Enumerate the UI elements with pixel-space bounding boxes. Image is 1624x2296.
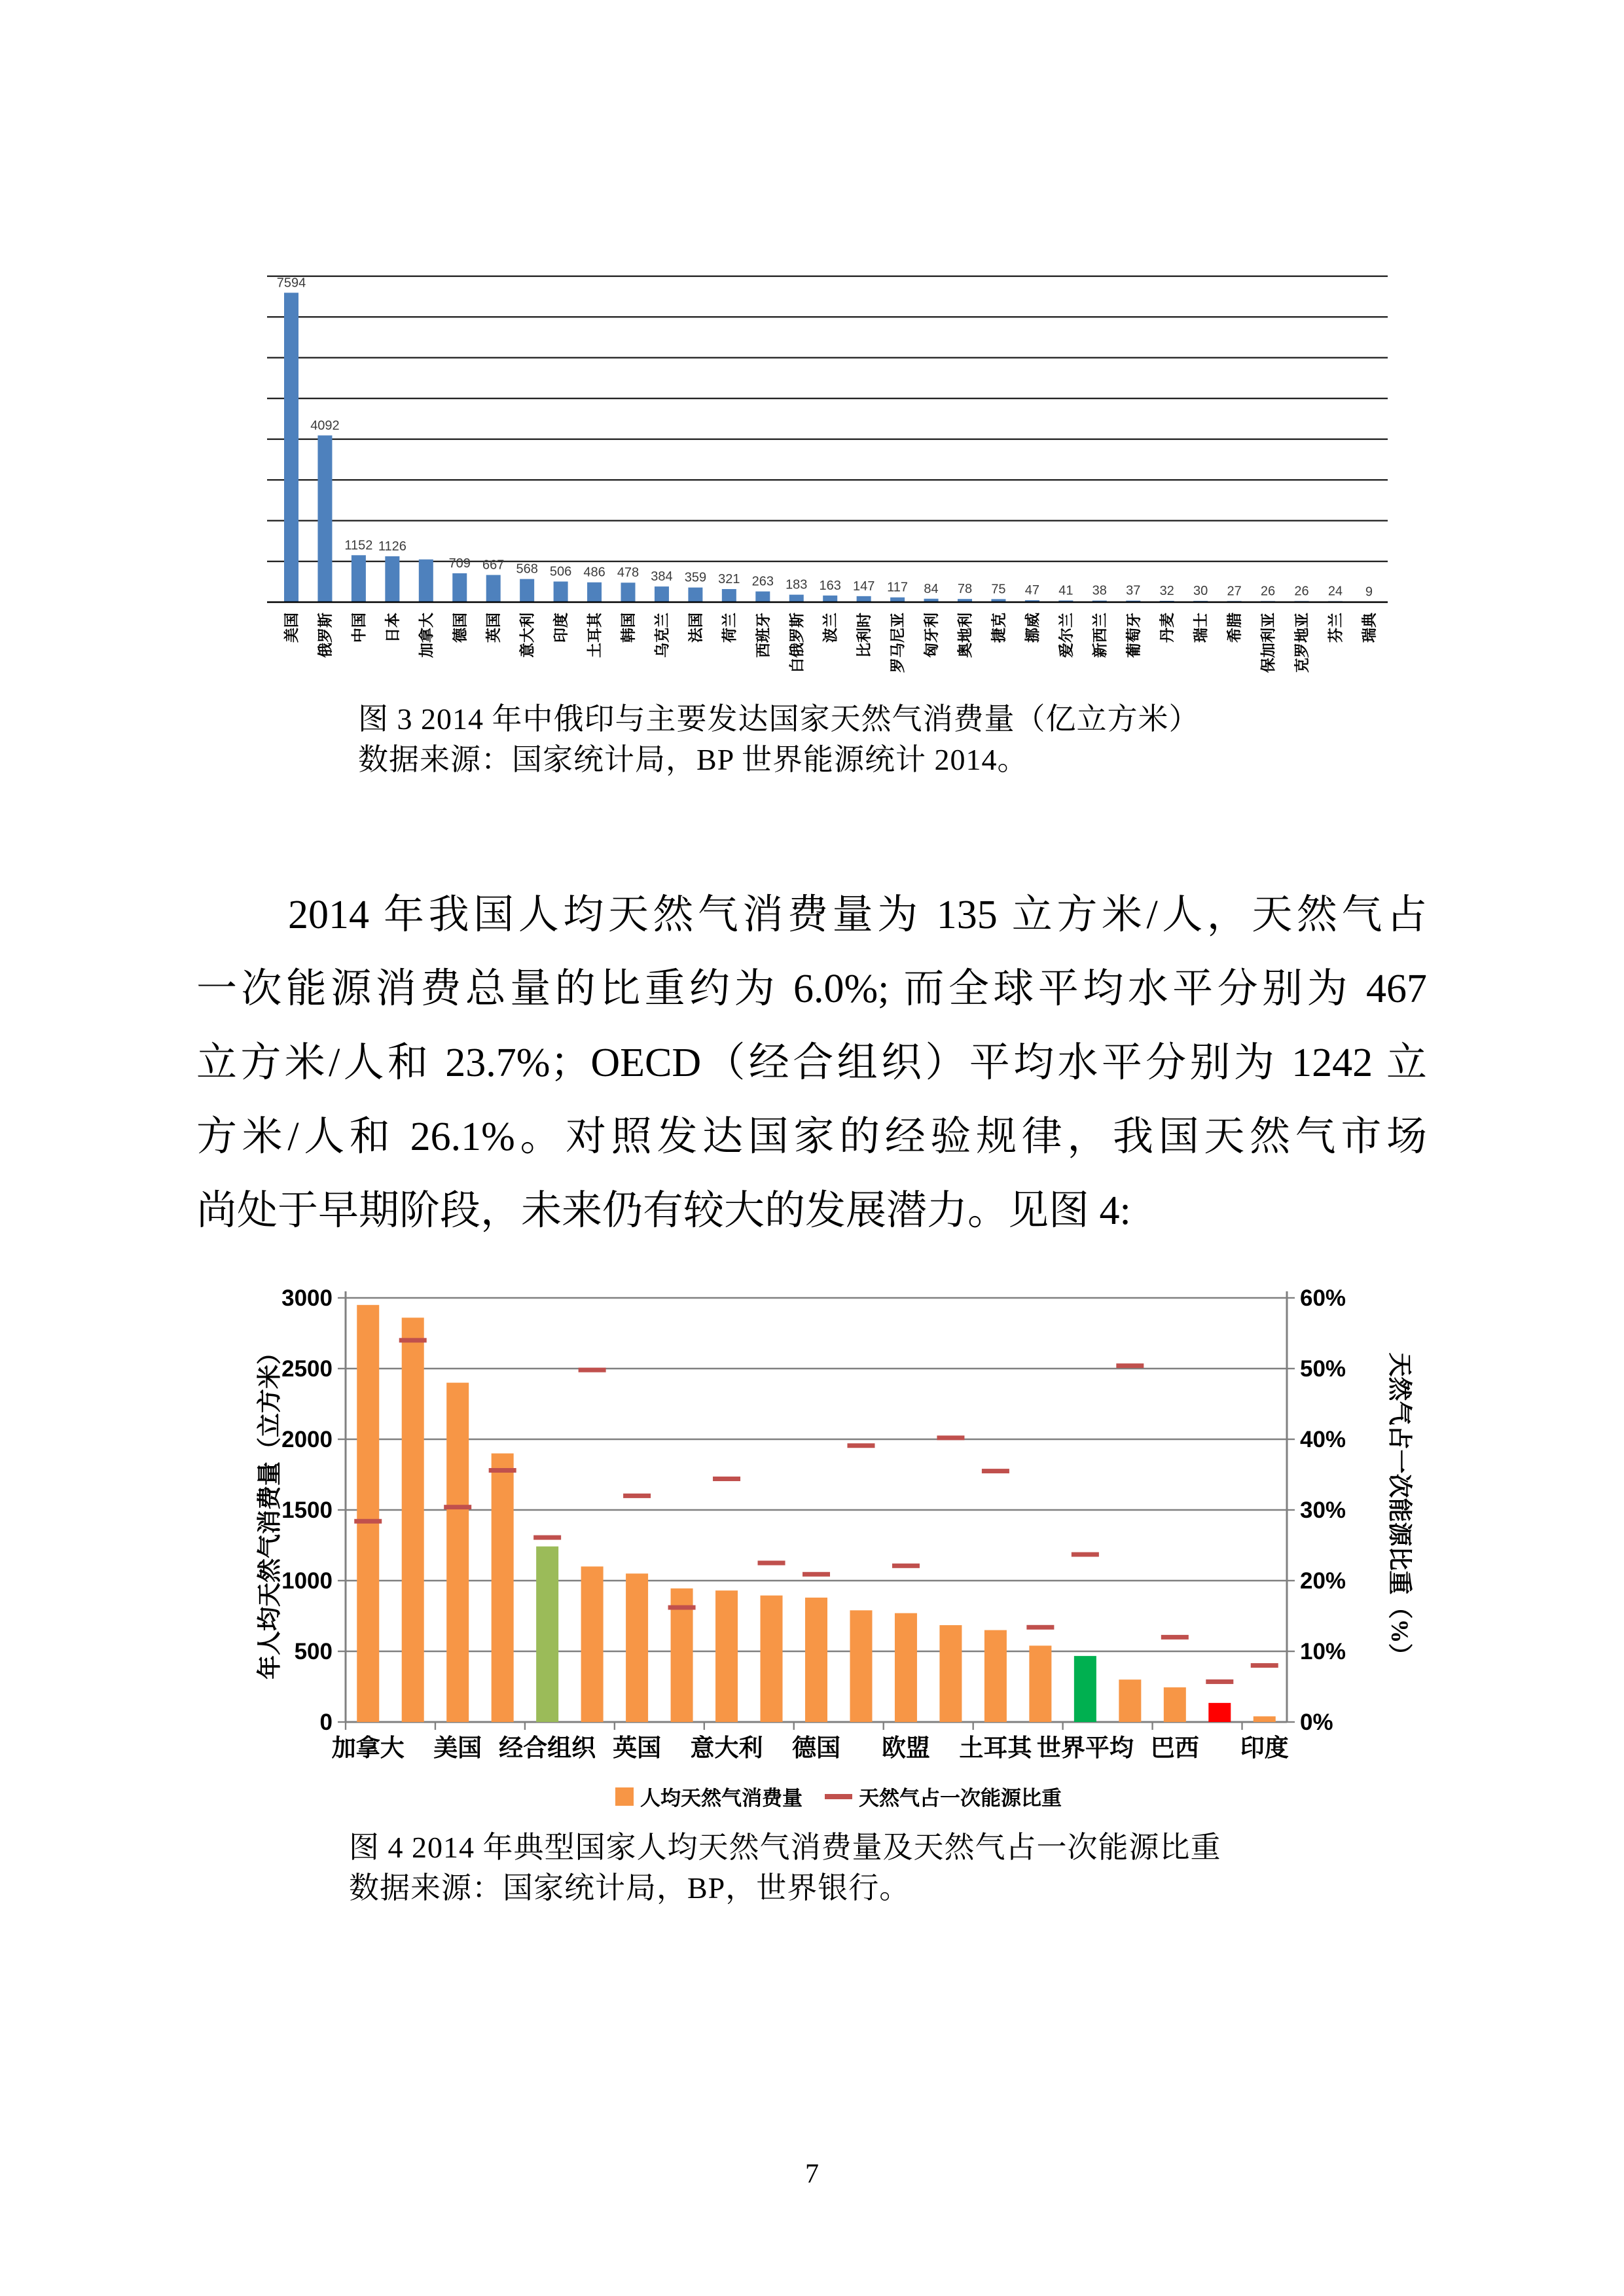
bar	[385, 556, 399, 602]
dash-marker	[937, 1435, 964, 1440]
bar-value-label: 30	[1193, 584, 1208, 599]
x-axis-label: 韩国	[620, 613, 637, 643]
bar	[486, 575, 501, 602]
bar	[850, 1610, 872, 1722]
x-axis-label: 保加利亚	[1260, 613, 1277, 673]
bar-value-label: 568	[516, 562, 538, 577]
dash-marker	[1251, 1663, 1278, 1668]
bar-value-label: 78	[957, 582, 973, 597]
x-axis-label: 土耳其	[959, 1735, 1032, 1762]
bar-series	[284, 293, 1376, 602]
right-axis-tick-label: 50%	[1300, 1356, 1346, 1382]
legend-bar-swatch	[615, 1787, 634, 1806]
bar-value-label: 24	[1327, 584, 1343, 599]
bar	[984, 1630, 1007, 1722]
dash-marker	[1161, 1635, 1189, 1640]
left-axis-tick-label: 3000	[281, 1285, 333, 1311]
bar	[621, 583, 636, 602]
gridlines	[267, 276, 1388, 562]
figure3-source: 数据来源：国家统计局，BP 世界能源统计 2014。	[358, 743, 1028, 776]
bar	[1119, 1679, 1141, 1722]
x-axis-label: 新西兰	[1091, 613, 1108, 658]
figure4-source: 数据来源：国家统计局，BP，世界银行。	[349, 1871, 911, 1905]
bar-value-label: 26	[1294, 584, 1309, 599]
bar-value-label: 321	[718, 572, 740, 587]
legend-dash-swatch	[825, 1794, 852, 1799]
x-axis-label: 奥地利	[957, 613, 973, 658]
bar-value-label: 478	[617, 565, 640, 581]
bar-value-label: 75	[991, 582, 1006, 597]
x-axis-label: 巴西	[1150, 1735, 1199, 1762]
bar	[1164, 1687, 1186, 1722]
bar-value-label: 1152	[344, 538, 373, 553]
bar-value-label: 32	[1159, 584, 1174, 599]
x-axis-label: 匈牙利	[923, 613, 940, 658]
legend-item	[615, 1782, 803, 1811]
x-axis-label: 白俄罗斯	[788, 613, 805, 673]
bar	[554, 582, 568, 602]
right-axis-tick-label: 0%	[1300, 1710, 1333, 1735]
bar	[402, 1318, 424, 1722]
x-axis-label: 中国	[350, 613, 367, 643]
bar	[1208, 1703, 1231, 1722]
bar-value-label: 27	[1227, 584, 1242, 599]
dash-marker	[1206, 1679, 1233, 1684]
x-axis-label: 瑞士	[1193, 613, 1210, 643]
left-axis-tick-label: 2000	[281, 1427, 333, 1452]
x-axis-label: 希腊	[1226, 613, 1243, 643]
bar-value-label: 709	[448, 556, 471, 571]
left-axis-tick-labels	[281, 1285, 333, 1735]
bar	[520, 579, 534, 602]
dash-marker	[758, 1561, 785, 1566]
bar-value-label: 163	[819, 578, 841, 593]
right-axis-tick-label: 40%	[1300, 1427, 1346, 1452]
dash-marker	[803, 1572, 830, 1577]
x-axis-label: 法国	[687, 613, 704, 643]
left-axis-title: 年人均天然气消费量（立方米）	[257, 1340, 283, 1679]
x-axis-label: 芬兰	[1327, 613, 1344, 643]
bar-value-label: 9	[1365, 584, 1373, 600]
bar-value-label: 7594	[276, 276, 306, 291]
bar-value-label: 384	[651, 569, 673, 584]
paragraph-line: 方米/人和 26.1%。对照发达国家的经验规律，我国天然气市场	[196, 1115, 1427, 1159]
bar-value-label: 359	[684, 570, 707, 585]
paragraph-line: 尚处于早期阶段，未来仍有较大的发展潜力。见图 4:	[196, 1189, 1131, 1233]
paragraph-line: 2014 年我国人均天然气消费量为 135 立方米/人，天然气占	[288, 893, 1427, 937]
bar	[722, 589, 736, 602]
x-axis-label: 波兰	[822, 613, 839, 643]
dash-marker	[1026, 1625, 1054, 1630]
dash-marker	[399, 1338, 427, 1342]
bar	[581, 1566, 604, 1722]
bar	[626, 1573, 648, 1722]
bar	[357, 1305, 379, 1722]
right-axis-tick-label: 30%	[1300, 1498, 1346, 1523]
figure3-caption-block	[358, 699, 1200, 780]
bar	[446, 1383, 469, 1722]
right-axis-tick-label: 10%	[1300, 1639, 1346, 1664]
dash-marker	[1072, 1552, 1099, 1557]
bar-value-label: 183	[785, 577, 808, 592]
bar-value-label: 41	[1058, 583, 1074, 598]
dash-marker	[533, 1535, 561, 1540]
x-axis-label: 荷兰	[721, 613, 738, 643]
figure3-caption: 图 3 2014 年中俄印与主要发达国家天然气消费量（亿立方米）	[358, 702, 1200, 736]
right-axis-tick-labels	[1300, 1285, 1346, 1735]
bar	[939, 1625, 962, 1722]
bar	[688, 588, 702, 602]
bar	[789, 595, 804, 602]
dash-marker	[354, 1519, 382, 1524]
x-axis-label: 加拿大	[418, 613, 435, 658]
figure4-caption-block	[349, 1827, 1221, 1909]
dash-marker	[489, 1468, 516, 1473]
bar	[419, 560, 433, 602]
x-axis-label: 意大利	[519, 613, 536, 658]
legend-label: 天然气占一次能源比重	[859, 1787, 1062, 1810]
dash-marker	[1116, 1363, 1144, 1368]
right-axis-title: 天然气占一次能源比重（%）	[1386, 1352, 1413, 1668]
bar	[857, 596, 871, 602]
x-axis-label: 美国	[433, 1735, 482, 1762]
dash-marker	[847, 1443, 875, 1448]
bar-value-label: 263	[751, 574, 774, 589]
bar-value-label: 26	[1260, 584, 1276, 599]
bar	[1029, 1645, 1051, 1722]
bar	[587, 583, 602, 602]
paragraph-line: 立方米/人和 23.7%；OECD（经合组织）平均水平分别为 1242 立	[196, 1041, 1427, 1085]
bar-value-label: 486	[583, 565, 605, 580]
figure3-bar-chart	[267, 257, 1388, 702]
value-labels	[277, 276, 1373, 599]
x-axis-label: 乌克兰	[653, 613, 670, 658]
x-axis-label: 土耳其	[586, 613, 604, 658]
dash-marker	[892, 1564, 920, 1568]
dash-marker	[982, 1469, 1009, 1473]
bar	[755, 592, 770, 602]
x-axis-label: 比利时	[856, 613, 873, 658]
left-axis-tick-label: 1500	[281, 1498, 333, 1523]
bar-value-label: 147	[852, 579, 875, 594]
bar	[1074, 1656, 1096, 1722]
x-axis-label: 美国	[283, 613, 300, 643]
x-axis-label: 经合组织	[499, 1735, 596, 1762]
x-axis-label: 印度	[552, 613, 569, 643]
x-axis-label: 加拿大	[331, 1735, 405, 1762]
x-axis-label: 日本	[384, 613, 401, 643]
x-axis-label: 欧盟	[881, 1735, 930, 1762]
x-axis-label: 克罗地亚	[1293, 613, 1310, 673]
x-axis-label: 罗马尼亚	[890, 613, 907, 673]
bar-value-label: 37	[1126, 583, 1141, 598]
left-axis-tick-label: 500	[294, 1639, 333, 1664]
paragraph-line: 一次能源消费总量的比重约为 6.0%; 而全球平均水平分别为 467	[196, 967, 1427, 1011]
x-axis-label: 瑞典	[1361, 613, 1378, 643]
bar	[655, 586, 669, 602]
bar	[492, 1454, 514, 1722]
x-axis-label: 德国	[792, 1735, 840, 1762]
page-number: 7	[805, 2159, 819, 2189]
bar	[823, 596, 837, 602]
left-axis-tick-label: 1000	[281, 1568, 333, 1594]
bar-value-label: 117	[887, 580, 909, 595]
right-axis-tick-label: 60%	[1300, 1285, 1346, 1311]
bar	[536, 1547, 558, 1722]
bar	[895, 1613, 917, 1722]
x-axis-label: 挪威	[1024, 613, 1041, 643]
x-axis-label: 世界平均	[1036, 1735, 1134, 1762]
bar-value-label: 1126	[378, 539, 406, 554]
bar-value-label: 4092	[310, 418, 340, 433]
x-axis-label: 丹麦	[1159, 613, 1176, 643]
bar-value-label: 667	[482, 558, 505, 573]
figure4-caption: 图 4 2014 年典型国家人均天然气消费量及天然气占一次能源比重	[349, 1831, 1221, 1864]
x-axis-label: 葡萄牙	[1125, 613, 1142, 658]
dash-marker	[444, 1505, 471, 1509]
bar	[317, 435, 332, 602]
bar	[352, 555, 366, 602]
dash-marker	[623, 1494, 651, 1498]
bar	[805, 1598, 827, 1722]
bar-value-label: 47	[1024, 583, 1040, 598]
bar	[284, 293, 298, 602]
legend-label: 人均天然气消费量	[640, 1787, 803, 1810]
bar-value-label: 84	[924, 581, 939, 596]
bar	[1254, 1716, 1276, 1722]
figure4-legend	[615, 1782, 1062, 1811]
x-axis-label: 印度	[1240, 1735, 1289, 1762]
x-axis-label: 西班牙	[755, 613, 772, 658]
left-axis-tick-label: 2500	[281, 1356, 333, 1382]
x-axis-label: 英国	[485, 613, 502, 643]
dash-marker	[713, 1477, 740, 1481]
x-axis-label: 捷克	[990, 613, 1007, 643]
dash-marker	[668, 1605, 696, 1610]
bar	[761, 1596, 783, 1722]
x-axis-labels	[332, 1722, 1289, 1762]
x-axis-label: 英国	[613, 1735, 662, 1762]
x-axis-label: 俄罗斯	[317, 613, 334, 658]
body-paragraph	[196, 878, 1427, 1248]
x-axis-label: 意大利	[690, 1735, 763, 1762]
figure4-bar-chart	[255, 1275, 1420, 1779]
x-axis-label: 爱尔兰	[1058, 613, 1075, 658]
bar-value-label: 506	[549, 564, 572, 579]
x-axis-label: 德国	[452, 613, 469, 643]
bar	[715, 1590, 738, 1722]
bar	[452, 573, 467, 602]
legend-item	[825, 1782, 1062, 1811]
left-axis-tick-label: 0	[319, 1710, 333, 1735]
dash-marker	[579, 1368, 606, 1372]
right-axis-tick-label: 20%	[1300, 1568, 1346, 1594]
x-axis-labels	[283, 611, 1377, 673]
bar-value-label: 38	[1092, 583, 1107, 598]
